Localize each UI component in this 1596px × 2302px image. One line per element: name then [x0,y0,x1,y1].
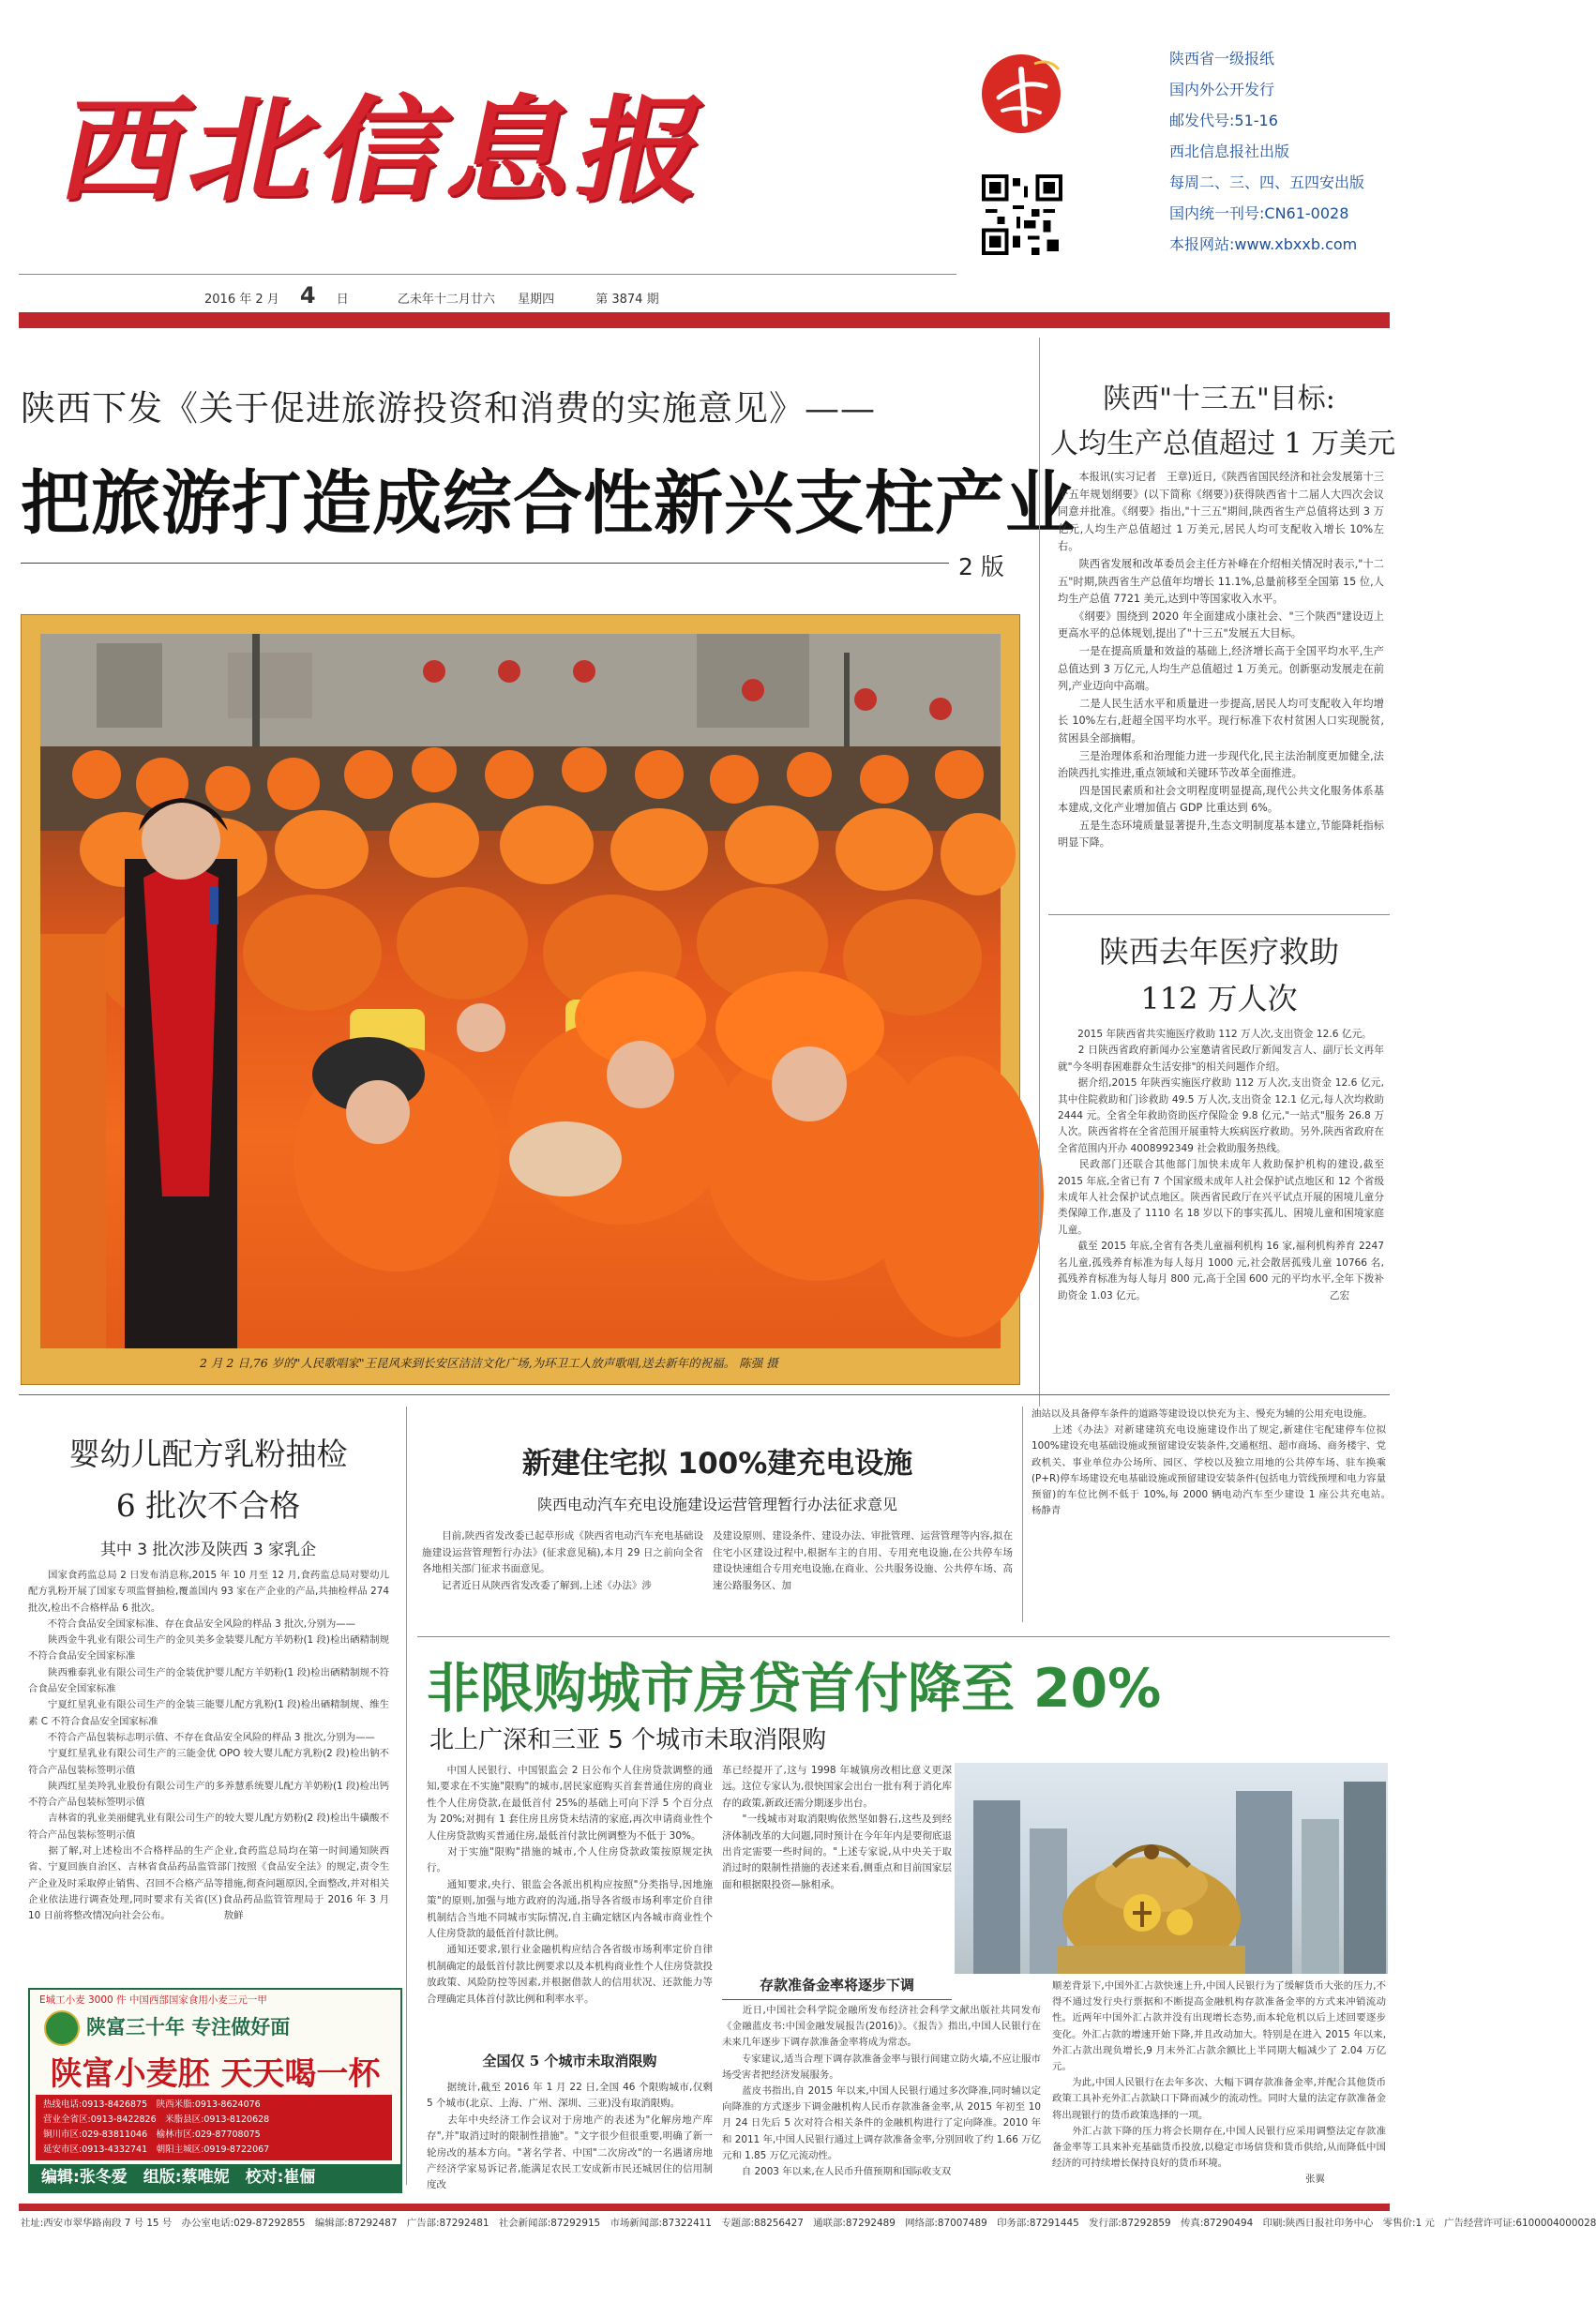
housing-subhead: 北上广深和三亚 5 个城市未取消限购 [429,1726,827,1754]
housing-box-title-frame [427,2046,713,2076]
dateline-issue: 第 3874 期 [595,293,659,307]
ad-box[interactable] [28,1988,402,2193]
meta-distribution: 国内外公开发行 [1169,81,1275,98]
housing-body-5: 顺差背景下,中国外汇占款快速上升,中国人民银行为了缓解货币大张的压力,不得不通过发行央行票据和不断提高金融机构存款准备金率的方式来冲销流动性。近两年中国外汇占款并没有出现增长态势,而本轮危机以后上述回要逐步变化。外汇占款的增速开始下降,并且改动加大。特别是在进入 2015 年以来,外汇占款出现负增长,9 月末外汇占款余额比上半同期大幅减少了 2.04 万亿元。 为此,中国人民银行在去年多次、大幅下调存款准备金率,并配合其他货币政策工具补充外汇占款缺口下降而减少的流动性。同时大量的法定存款准备金将出现银行的货币政策选择的一项。 外汇占款下降的压力将会长期存在,中国人民银行应采用调整法定存款准备金率等工具来补充基础货币投放,以稳定市场信贷和货币供给,从而降低中国经济的可持续增长保持良好的货币环境。 张翼 [1052,1980,1386,2186]
infant-headline-1: 婴幼儿配方乳粉抽检 [68,1436,348,1472]
newspaper-logo-icon [978,51,1064,137]
infant-body: 国家食药监总局 2 日发布消息称,2015 年 10 月至 12 月,食药监总局对婴幼儿配方乳粉开展了国家专项监督抽检,覆盖国内 93 家在产企业的产品,共抽检样品 274 批次,检出不合格样品 6 批次。 不符合食品安全国家标准、存在食品安全风险的样品 3 批次,分别为—— 陕西金牛乳业有限公司生产的金贝美多金装婴儿配方羊奶粉(1 段)检出硒精制规不符合食品安全国家标准 陕西雅泰乳业有限公司生产的金装优护婴儿配方羊奶粉(1 段)检出硒精制规不符合食品安全国家标准 宁夏红星乳业有限公司生产的金装三能婴儿配方乳粉(1 段)检出硒精制规、维生素 C 不符合食品安全国家标准 不符合产品包装标志明示值、不存在食品安全风险的样品 3 批次,分别为—— 宁夏红星乳业有限公司生产的三能金优 OPO 较大婴儿配方乳粉(2 段)检出钠不符合产品包装标签明示值 陕西红星美羚乳业股份有限公司生产的多养慧系统婴儿配方羊奶粉(1 段)检出钙不符合产品包装标签明示值 吉林省的乳业美丽健乳业有限公司生产的较大婴儿配方奶粉(2 段)检出牛磺酸不符合产品包装标签明示值 据了解,对上述检出不合格样品的生产企业,食药监总局均在第一时间通知陕西省、宁夏回族自治区、吉林省食品药品监管部门按照《食品安全法》的规定,责令生产企业及时采取停止销售、召回不合格产品等措施,彻查问题原因,全面整改,并对相关企业依法进行调查处理,同时要求有关省(区)食品药品监管管理局于 2016 年 3 月 10 日前将整改情况向社会公布。 敖鲜 [28,1570,389,1922]
housing-headline: 非限购城市房贷首付降至 20% [427,1658,1162,1720]
ev-body-3: 油站以及具备停车条件的道路等建设设以快充为主、慢充为辅的公用充电设施。 上述《办法》对新建建筑充电设施建设作出了规定,新建住宅配建停车位拟 100%建设充电基础设施或预留建设安装条件,交通枢纽、超市商场、商务楼宇、党政机关、事业单位办公场所、园区、学校以及独立用地的公共停车场、驻车换乘(P+R)停车场建设充电基础设施或预留建设安装条件(包括电力管线预埋和电力容量预留)的车位比例不低于 10%,每 2000 辆电动汽车至少建设 1 座公共充电站。 杨静青 [1031,1408,1386,1517]
right-top-headline-2: 人均生产总值超过 1 万美元 [1050,428,1396,460]
dateline-lunar: 乙未年十二月廿六 [397,293,495,307]
infant-subhead: 其中 3 批次涉及陕西 3 家乳企 [99,1541,317,1559]
meta-publisher: 西北信息报社出版 [1169,143,1290,160]
qr-code-icon [982,174,1062,255]
lead-headline: 把旅游打造成综合性新兴支柱产业 [21,463,1076,544]
ad-credits-bar [30,2164,400,2191]
meta-issn: 国内统一刊号:CN61-0028 [1169,204,1349,222]
ad-title: 陕富小麦胚 天天喝一杯 [50,2055,381,2093]
masthead-meta [1169,43,1394,260]
ev-body-2: 及建设原则、建设条件、建设办法、审批管理、运营管理等内容,拟在住宅小区建设过程中,根据车主的自用、专用充电设施,在公共停车场建设快速组合专用充电设施,在商业、公共服务设施、公共停车场、高速公路服务区、加 [713,1530,1013,1591]
housing-box-title: 全国仅 5 个城市未取消限购 [482,2053,657,2069]
lead-photo-caption: 2 月 2 日,76 岁的"人民歌唱家"王昆风来到长安区洁洁文化广场,为环卫工人放声歌唱,送去新年的祝福。 陈强 摄 [200,1356,778,1370]
ev-headline: 新建住宅拟 100%建充电设施 [521,1447,913,1481]
medical-headline-1: 陕西去年医疗救助 [1098,934,1339,970]
lead-kicker: 陕西下发《关于促进旅游投资和消费的实施意见》—— [21,388,876,429]
ad-credits: 编辑:张冬爱 组版:蔡唯妮 校对:崔俪 [41,2168,316,2187]
ad-logo-icon [44,2010,80,2046]
dateline-date: 2016 年 2 月 [204,293,279,307]
meta-postal-code: 邮发代号:51-16 [1169,112,1278,129]
housing-body-2: 据统计,截至 2016 年 1 月 22 日,全国 46 个限购城市,仅剩 5 个城市(北京、上海、广州、深圳、三亚)没有取消限购。 去年中央经济工作会议对于房地产的表述为"化解房地产库存",并"取消过时的限制性措施"。"文字很少但很重要,明确了新一轮房改的基本方向。"著名学者、中国"二次房改"的一名遇诸房地产经济学家易诉记者,能满足农民工安成新市民还城居住的信用制度改 [427,2082,713,2191]
housing-section-2-title-frame [722,1971,952,2000]
right-top-body: 本报讯(实习记者 王章)近日,《陕西省国民经济和社会发展第十三个五年规划纲要》(以下简称《纲要》)获得陕西省十二届人大四次会议同意并批准。《纲要》指出,"十三五"期间,陕西省生产总值将达到 3 万亿元,人均生产总值超过 1 万美元,居民人均可支配收入增长 10%左右。 陕西省发展和改革委员会主任方补峰在介绍相关情况时表示,"十二五"时期,陕西省生产总值年均增长 11.1%,总量前移至全国第 15 位,人均生产总值 7721 美元,达到中等国家收入水平。 《纲要》围绕到 2020 年全面建成小康社会、"三个陕西"建设迈上更高水平的总体规划,提出了"十三五"发展五大目标。 一是在提高质量和效益的基础上,经济增长高于全国平均水平,生产总值达到 3 万亿元,人均生产总值超过 1 万美元。创新驱动发展走在前列,产业迈向中高端。 二是人民生活水平和质量进一步提高,居民人均可支配收入年均增长 10%左右,赶超全国平均水平。现行标准下农村贫困人口实现脱贫,贫困县全部摘帽。 三是治理体系和治理能力进一步现代化,民主法治制度更加健全,法治陕西扎实推进,重点领域和关键环节改革全面推进。 四是国民素质和社会文明程度明显提高,现代公共文化服务体系基本建成,文化产业增加值占 GDP 比重达到 6%。 五是生态环境质量显著提升,生态文明制度基本建立,节能降耗指标明显下降。 [1058,471,1384,850]
housing-body-3: 革已经提开了,这与 1998 年城镇房改相比意义更深远。这位专家认为,很快国家会出台一批有利于消化库存的政策,新政还需分期逐步出台。 "一线城市对取消限购依然坚如磐石,这些及到经济体制改革的大问题,同时预计在今年年内是要彻底退出肯定需要一些时间的。"上述专家说,从中央关于取消过时的限制性措施的表述来看,侧重点和目前国家层面和根据限投资—脉相承。 [722,1765,952,1890]
masthead-title-text: 西北信息报 [49,83,725,218]
dateline-day-suffix: 日 [336,293,349,307]
right-top-headline-1: 陕西"十三五"目标: [1103,383,1335,415]
lead-photo-frame [21,614,1020,1385]
meta-grade: 陕西省一级报纸 [1169,50,1275,68]
medical-body: 2015 年陕西省共实施医疗救助 112 万人次,支出资金 12.6 亿元。 2 日陕西省政府新闻办公室邀请省民政厅新闻发言人、副厅长文再年就"今冬明春困难群众生活安排"的相关问题作介绍。 据介绍,2015 年陕西实施医疗救助 112 万人次,支出资金 12.6 亿元,其中住院救助和门诊救助 49.5 万人次,支出资金 12.1 亿元,每人次均救助 2444 元。全省全年救助资助医疗保险金 9.8 亿元,"一站式"服务 26.8 万人次。陕西省将在全省范围开展重特大疾病医疗救助。另外,陕西省政府在全省范围内开办 4008992349 社会救助服务热线。 民政部门还联合其他部门加快未成年人救助保护机构的建设,截至 2015 年底,全省已有 7 个国家级未成年人社会保护试点地区和 12 个省级未成年人社会保护试点地区。陕西省民政厅在兴平试点开展的困境儿童分类保障工作,惠及了 1110 名 18 岁以下的事实孤儿、困境儿童和困境家庭儿童。 截至 2015 年底,全省有各类儿童福利机构 16 家,福利机构养育 2247 名儿童,孤残养育标准为每人每月 1000 元,社会散居孤残儿童 10766 名,孤残养育标准为每人每月 800 元,高于全国 600 元的平均水平,全年下拨补助资金 1.03 亿元。 乙宏 [1058,1029,1384,1301]
footer-red-bar [19,2204,1390,2211]
ad-slogan: 陕富三十年 专注做好面 [86,2015,291,2039]
ev-body-1: 目前,陕西省发改委已起草形成《陕西省电动汽车充电基础设施建设运营管理暂行办法》(征求意见稿),本月 29 日之前向全省各地相关部门征求书面意见。 记者近日从陕西省发改委了解到,上述《办法》涉 [422,1530,703,1591]
ad-contact-text: 热线电话:0913-8426875 陕西米脂:0913-8624076 营业全省区:0913-8422826 米脂县区:0913-8120628 铜川市区:029-83811046 榆林市区:029-87708075 延安市区:0913-4332741 朝阳主城区:0919-8722067 [43,2099,270,2155]
ad-top-strip: E城工小麦 3000 件 中国西部国家食用小麦三元一甲 [39,1994,267,2006]
dateline-weekday: 星期四 [518,293,555,307]
masthead-red-bar [19,312,1390,328]
ev-subhead: 陕西电动汽车充电设施建设运营管理暂行办法征求意见 [536,1496,897,1513]
meta-website: 本报网站:www.xbxxb.com [1169,235,1358,253]
housing-illustration [955,1763,1388,1974]
medical-headline-2: 112 万人次 [1140,981,1298,1016]
infant-headline-2: 6 批次不合格 [115,1487,301,1524]
ad-contact-table [36,2095,392,2160]
housing-section-2-title: 存款准备金率将逐步下调 [759,1977,914,1994]
masthead-title [28,33,966,239]
crowd-illustration [40,634,1001,1348]
meta-schedule: 每周二、三、四、五四安出版 [1169,173,1365,191]
footer-text: 社址:西安市翠华路南段 7 号 15 号 办公室电话:029-87292855 编辑部:87292487 广告部:87292481 社会新闻部:87292915 市场新闻部:87322411 专题部:88256427 通联部:87292489 网络部:87007489 印务部:87291445 发行部:87292859 传真:87290494 印刷:陕西日报社印务中心 零售价:1 元 广告经营许可证:6100004000028 [21,2218,1596,2229]
housing-body-4: 近日,中国社会科学院金融所发布经济社会科学文献出版社共同发布《金融蓝皮书:中国金融发展报告(2016)》。《报告》指出,中国人民银行在未来几年逐步下调存款准备金率将成为常态。 专家建议,适当合理下调存款准备金率与银行间建立防火墙,不应让服市场受害者把经济发展服务。 蓝皮书指出,自 2015 年以来,中国人民银行通过多次降准,同时辅以定向降准的方式逐步下调金融机构人民币存款准备金率,从 2015 年初至 10 月 24 日先后 5 次对符合相关条件的金融机构进行了定向降准。2010 年和 2011 年,中国人民银行通过上调存款准备金率,分别回收了约 1.66 万亿元和 1.85 万亿元流动性。 自 2003 年以来,在人民币升值预期和国际收支双 [722,2005,1041,2178]
housing-body-1: 中国人民银行、中国银监会 2 日公布个人住房贷款调整的通知,要求在不实施"限购"的城市,居民家庭购买首套普通住房的商业性个人住房贷款,在最低首付 25%的基础上可向下浮 5 个百分点为 20%;对拥有 1 套住房且房贷未结清的家庭,再次申请商业性个人住房贷款购买普通住房,最低首付款比例调整为不低于 30%。 对于实施"限购"措施的城市,个人住房贷款政策按原规定执行。 通知要求,央行、银监会各派出机构应按照"分类指导,因地施策"的原则,加强与地方政府的沟通,指导各省级市场利率定价自律机制结合当地不同城市实际情况,自主确定辖区内各城市商业性个人住房贷款的最低首付款比例。 通知还要求,银行业金融机构应结合各省级市场利率定价自律机制确定的最低首付款比例要求以及本机构商业性个人住房贷款投放政策、风险防控等因素,并根据借款人的信用状况、还款能力等合理确定具体首付款比例和利率水平。 [427,1765,713,2005]
dateline-day: 4 [299,282,316,308]
lead-page-ref: 2 版 [958,553,1004,580]
dateline [204,281,861,309]
lead-photo [40,634,1001,1348]
